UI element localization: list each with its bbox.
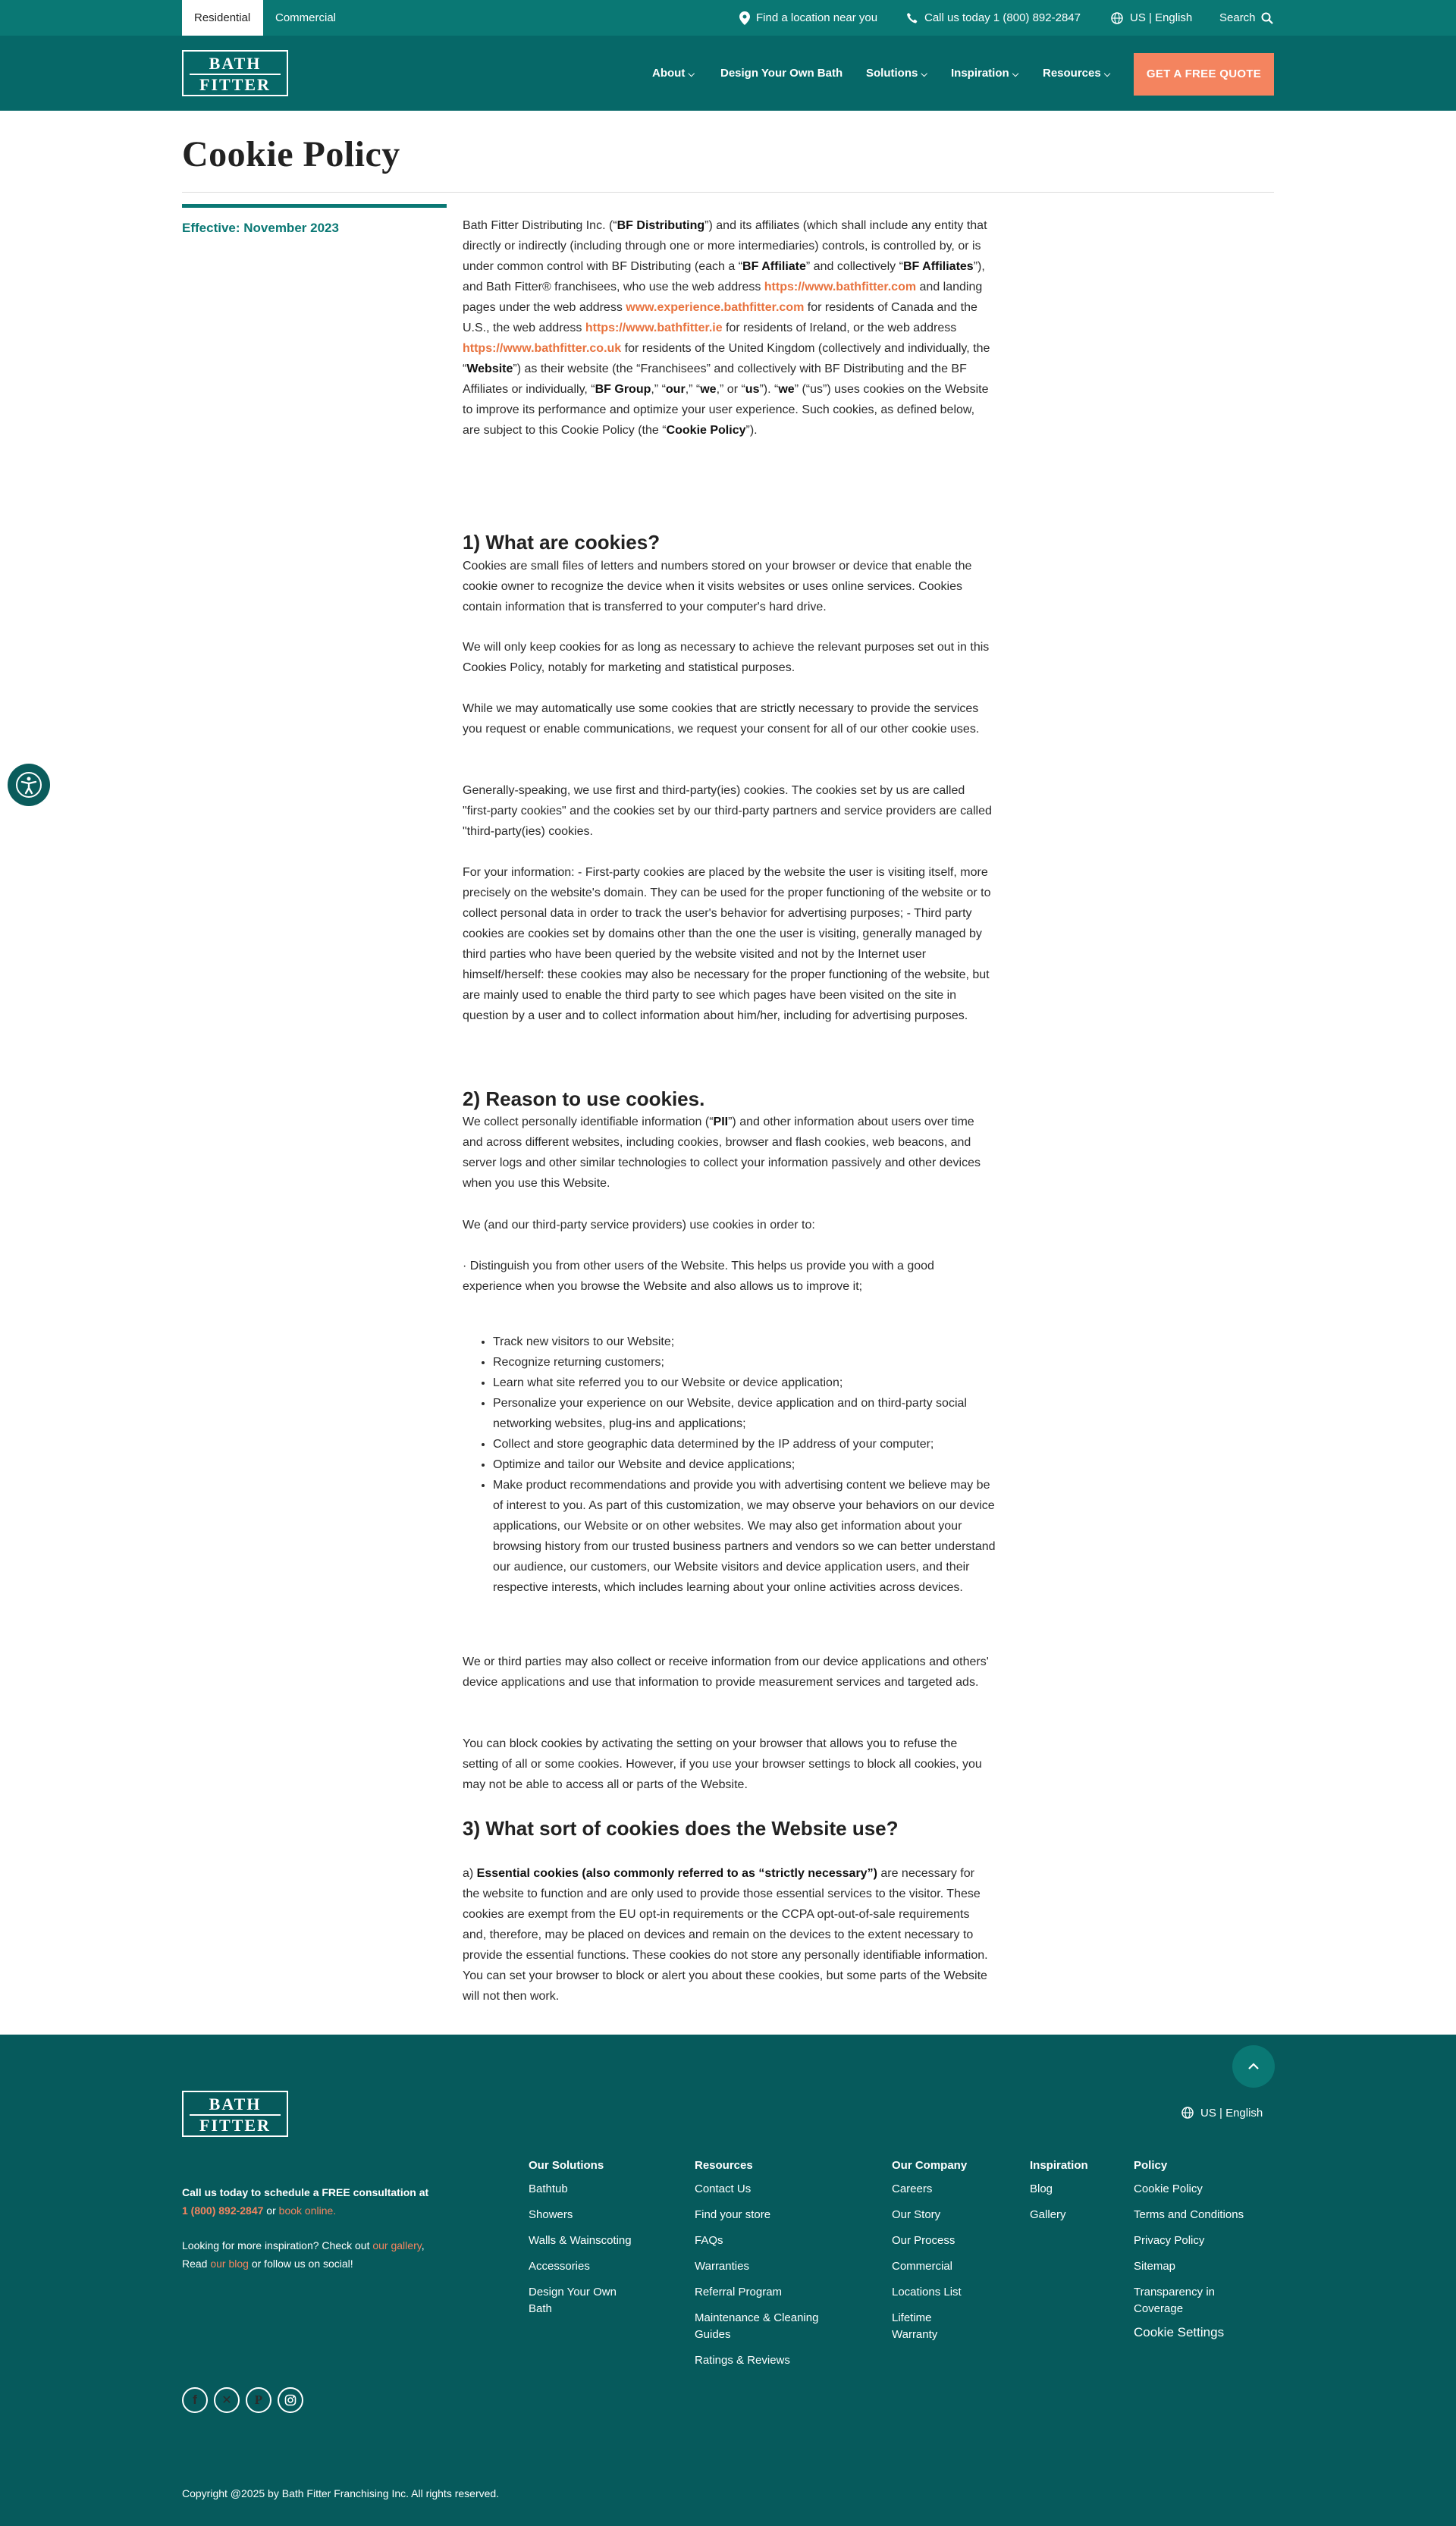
intro-bold: Cookie Policy [666,424,746,437]
footer-col-inspiration [1030,2159,1106,2233]
footer-language-selector[interactable] [1181,2096,1263,2129]
intro-bold: we [778,383,795,396]
cookie-purposes-list [493,1332,1001,1598]
pii-bold: PII [713,1116,729,1128]
footer-phone-line [182,2201,455,2220]
tab-commercial[interactable]: Commercial [275,11,337,24]
intro-text: ”), and Bath Fitter® franchisees, who use the web address [463,260,985,293]
footer-insp-text: Looking for more inspiration? Check out [182,2239,373,2251]
intro-text: ,” “ [685,383,701,396]
intro-text: ,” “ [651,383,666,396]
x-icon: ✕ [221,2394,232,2407]
footer-link-our-process[interactable]: Our Process [892,2234,956,2247]
intro-bold: BF Affiliate [742,260,806,273]
section-1-paragraph: We will only keep cookies for as long as necessary to achieve the relevant purposes set out in this Cookies Policy, notably for marketing and statistical purposes. [463,641,990,674]
footer-link-ratings[interactable]: Ratings & Reviews [695,2354,790,2367]
nav-resources-label: Resources [1043,67,1101,80]
page-title: Cookie Policy [182,134,400,174]
instagram-link[interactable] [278,2387,303,2413]
section-3-heading: 3) What sort of cookies does the Website use? [463,1817,899,1840]
footer-link-accessories[interactable]: Accessories [529,2260,590,2273]
footer-link-cookie-policy[interactable]: Cookie Policy [1134,2182,1203,2195]
bathfitter-co-uk-link[interactable]: https://www.bathfitter.co.uk [463,342,622,355]
intro-bold: our [665,383,686,396]
footer-link-maintenance[interactable]: Maintenance & Cleaning Guides [695,2311,819,2341]
intro-bold: BF Affiliates [902,260,974,273]
section-1-paragraph: While we may automatically use some cookies that are strictly necessary to provide the services you request or enable communications, we request your consent for all of our other cookie uses. [463,702,980,736]
section-2-paragraph: · Distinguish you from other users of the Website. This helps us provide you with a good experience when you browse the Website and also allows us to improve it; [463,1260,934,1293]
globe-icon [1111,12,1123,24]
intro-text: ” (“us”) uses cookies on the Website to improve its performance and optimize your user experience. Such cookies, as defined below, are subject to this Cookie Policy (the “ [463,383,989,437]
footer-col-heading: Our Company [892,2159,968,2172]
intro-text: for residents of the United Kingdom (collectively and individually, the “ [463,342,990,375]
footer-link-walls[interactable]: Walls & Wainscoting [529,2234,632,2247]
chevron-down-icon: ⌵ [688,70,695,79]
footer-link-warranties[interactable]: Warranties [695,2260,749,2273]
footer-link-bathtub[interactable]: Bathtub [529,2182,568,2195]
search-button[interactable] [1219,0,1273,36]
intro-text: ”) and its affiliates (which shall include any entity that directly or indirectly (including through one or more intermediaries) controls, is controlled by, or is under common control with BF Distributing (each a “ [463,219,987,273]
footer-col-company [892,2159,990,2352]
section-1-paragraph: For your information: - First-party cookies are placed by the website the user is visiting itself, more precisely on the website's domain. They can be used for the proper functioning of the website or to collect personal data in order to track the user's behavior for advertising purposes; - Third party cookies are cookies set by domains other than the one the user is visiting, generally managed by third parties who have been queried by the website visited and not by the Internet user himself/herself: these cookies may also be necessary for the proper functioning of the website, but are mainly used to enable the third party to see which pages have been visited on the site in question by a user and to collect information about him/her, including for advertising purposes. [463,866,991,1022]
copyright: Copyright @2025 by Bath Fitter Franchising Inc. All rights reserved. [182,2487,500,2499]
search-label: Search [1219,11,1256,24]
section-2-text: ”) and other information about users over time and across different websites, including cookies, browser and flash cookies, web beacons, and server logs and other similar technologies to collect your information passively and other devices when you use this Website. [463,1116,981,1190]
nav-design-your-own-bath[interactable] [720,36,843,111]
pinterest-link[interactable] [246,2387,271,2413]
footer-read-text: Read [182,2258,211,2270]
list-item: • Collect and store geographic data determined by the IP address of your computer; [493,1434,1001,1454]
effective-date: Effective: November 2023 [182,221,339,235]
bathfitter-ie-link[interactable]: https://www.bathfitter.ie [585,322,723,334]
find-location-label: Find a location near you [756,11,878,24]
bathfitter-com-link[interactable]: https://www.bathfitter.com [764,281,917,293]
footer-col-policy [1134,2159,1274,2340]
footer-link-design[interactable]: Design Your Own Bath [529,2286,617,2315]
location-pin-icon [739,11,750,25]
intro-text: and landing pages under the web address [463,281,983,314]
facebook-link[interactable] [182,2387,208,2413]
nav-design-label: Design Your Own Bath [720,67,843,80]
intro-text: ” and collectively “ [805,260,903,273]
logo-line-2: FITTER [199,2116,271,2135]
find-location-link[interactable] [739,0,877,36]
logo-line-1: BATH [209,54,262,73]
accessibility-icon [15,771,42,799]
cookie-settings-button[interactable]: Cookie Settings [1134,2325,1225,2339]
footer-link-sitemap[interactable]: Sitemap [1134,2260,1176,2273]
experience-bathfitter-link[interactable]: www.experience.bathfitter.com [626,301,805,314]
footer-link-find-store[interactable]: Find your store [695,2208,771,2221]
footer-link-transparency[interactable]: Transparency in Coverage [1134,2286,1215,2315]
section-1-paragraph: Generally-speaking, we use first and third-party(ies) cookies. The cookies set by us are called "first-party cookies" and the cookies set by our third-party partners and service providers are called "third-party(ies) cookies. [463,784,992,838]
intro-text: for residents of Ireland, or the web address [722,322,957,334]
footer-link-commercial[interactable]: Commercial [892,2260,953,2273]
intro-text: ”). [745,424,758,437]
footer-or-text: or [263,2204,279,2217]
intro-text: ,” or “ [716,383,745,396]
section-1-paragraph: Cookies are small files of letters and numbers stored on your browser or device that enable the cookie owner to recognize the device when it visits websites or uses online services. Cookies contain information that is transferred to your computer's hard drive. [463,560,972,613]
footer-inspiration-line [182,2236,455,2255]
footer-link-contact[interactable]: Contact Us [695,2182,752,2195]
section-2-text: We collect personally identifiable information (“ [463,1116,714,1128]
bath-fitter-logo[interactable] [182,50,288,96]
chevron-up-icon [1247,2063,1260,2070]
x-twitter-link[interactable] [214,2387,240,2413]
blog-link[interactable]: our blog [210,2258,249,2270]
footer-link-privacy[interactable]: Privacy Policy [1134,2234,1205,2247]
footer-social-text: or follow us on social! [248,2258,353,2270]
footer-link-lifetime-warranty[interactable]: Lifetime Warranty [892,2311,938,2341]
footer-link-locations[interactable]: Locations List [892,2286,962,2299]
nav-about-label: About [652,67,686,80]
footer-col-heading: Policy [1134,2159,1168,2172]
intro-bold: us [745,383,760,396]
footer-link-blog[interactable]: Blog [1030,2182,1053,2195]
chevron-down-icon: ⌵ [1012,70,1019,79]
list-item: • Learn what site referred you to our Website or device application; [493,1373,1001,1393]
footer-col-heading: Inspiration [1030,2159,1088,2172]
section-3-text: a) [463,1867,477,1880]
intro-bold: BF Group [595,383,651,396]
section-3-paragraph [463,1863,993,2007]
section-3-text: are necessary for the website to function and are only used to provide those essential services to the visitor. These cookies are exempt from the EU opt-in requirements or the CCPA opt-out-of-sale requirements and, therefore, may be placed on devices and remain on the devices to the extent necessary to provide the essential functions. These cookies do not store any personally identifiable information. You can set your browser to block or alert you about these cookies, but some parts of the Website will not then work. [463,1867,988,2003]
language-label: US | English [1130,11,1193,24]
footer-link-terms[interactable]: Terms and Conditions [1134,2208,1244,2221]
list-item: • Recognize returning customers; [493,1352,1001,1373]
call-us-link[interactable] [906,0,1081,36]
spacer [182,2220,455,2236]
footer-bath-fitter-logo[interactable] [182,2091,288,2137]
back-to-top-button[interactable] [1232,2045,1275,2088]
chevron-down-icon: ⌵ [1103,70,1111,79]
footer-col-resources [695,2159,846,2378]
footer-blog-line [182,2255,455,2273]
intro-text: for residents of Canada and the U.S., the web address [463,301,977,334]
intro-text: ”) as their website (the “Franchisees” and collectively with BF Distributing and the BF Affiliates or individually, “ [463,362,967,396]
call-us-label: Call us today 1 (800) 892-2847 [924,11,1081,24]
section-2-paragraph: You can block cookies by activating the setting on your browser that allows you to refuse the setting of all or some cookies. However, if you use your browser settings to block all cookies, you may not be able to access all or parts of the Website. [463,1737,982,1791]
footer-link-faqs[interactable]: FAQs [695,2234,723,2247]
section-2-paragraph: We or third parties may also collect or receive information from our device applications and others' device applications and use that information to provide measurement services and targeted ads. [463,1655,989,1689]
footer-call-line: Call us today to schedule a FREE consultation at [182,2186,429,2198]
language-selector[interactable] [1111,0,1192,36]
logo-line-2: FITTER [199,75,271,94]
title-divider [182,192,1274,193]
section-2-paragraph [463,1112,993,1194]
phone-icon [906,12,918,24]
footer-col-solutions [529,2159,665,2327]
get-free-quote-button[interactable]: GET A FREE QUOTE [1134,53,1274,96]
nav-inspiration[interactable] [951,36,1018,111]
list-item: • Track new visitors to our Website; [493,1332,1001,1352]
book-online-link[interactable]: book online. [278,2204,337,2217]
list-item: • Optimize and tailor our Website and device applications; [493,1454,1001,1475]
chevron-down-icon: ⌵ [921,70,927,79]
intro-bold: BF Distributing [617,219,705,232]
section-1-heading: 1) What are cookies? [463,531,661,554]
globe-icon [1181,2107,1194,2119]
list-item: • Make product recommendations and provide you with advertising content we believe may be of interest to you. As part of this customization, we may observe your behaviors on our device applications, our Website or on other websites. We may also get information about your browsing history from our trusted business partners and vendors so we can better understand our audience, our customers, our Website visitors and device application users, and their respective interests, which includes learning about your online activities across devices. [493,1475,1001,1598]
nav-about[interactable] [652,36,695,111]
footer-col-heading: Resources [695,2159,753,2172]
nav-solutions[interactable] [866,36,927,111]
effective-accent-bar [182,204,447,208]
pinterest-icon: P [254,2393,263,2407]
nav-solutions-label: Solutions [866,67,918,80]
section-2-heading: 2) Reason to use cookies. [463,1087,705,1110]
footer-link-careers[interactable]: Careers [892,2182,933,2195]
intro-text: ”). “ [759,383,779,396]
intro-text: Bath Fitter Distributing Inc. (“ [463,219,617,232]
footer-link-our-story[interactable]: Our Story [892,2208,941,2221]
logo-line-1: BATH [209,2095,262,2113]
footer-col-heading: Our Solutions [529,2159,604,2172]
gallery-link[interactable]: our gallery [372,2239,422,2251]
footer-link-gallery[interactable]: Gallery [1030,2208,1066,2221]
section-2-paragraph: We (and our third-party service providers) use cookies in order to: [463,1219,815,1232]
footer-insp-text: , [421,2239,425,2251]
intro-paragraph [463,215,993,441]
facebook-icon: f [193,2393,197,2407]
footer-language-label: US | English [1200,2106,1263,2120]
top-utility-bar [0,0,1456,36]
intro-bold: we [700,383,717,396]
list-item: • Personalize your experience on our Website, device application and on third-party social networking websites, plug-ins and applications; [493,1393,1001,1434]
nav-resources[interactable] [1043,36,1110,111]
search-icon [1261,12,1273,24]
tab-residential[interactable]: Residential [182,0,263,36]
instagram-icon [284,2394,297,2406]
footer-link-showers[interactable]: Showers [529,2208,573,2221]
accessibility-button[interactable] [8,764,50,806]
footer-contact-block [182,2183,455,2273]
intro-bold: Website [466,362,513,375]
nav-inspiration-label: Inspiration [951,67,1009,80]
essential-cookies-bold: Essential cookies (also commonly referred to as “strictly necessary”) [476,1867,877,1880]
footer-phone-link[interactable]: 1 (800) 892-2847 [182,2204,264,2217]
footer-link-referral[interactable]: Referral Program [695,2286,783,2299]
